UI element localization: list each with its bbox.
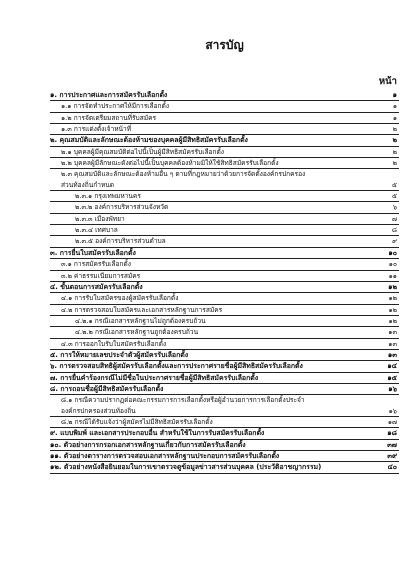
toc-entry-page: ๑๒ (388, 282, 397, 291)
toc-entry-page: ๒ (392, 159, 397, 168)
toc-entry-title: ๘. การถอนชื่อผู้มีสิทธิสมัครรับเลือกตั้ง (50, 384, 164, 393)
toc-entry-title: ๑. การประกาศและการสมัครรับเลือกตั้ง (50, 91, 168, 99)
page-column-header: หน้า (378, 76, 397, 87)
toc-entry-title: ๔.๓ การออกใบรับใบสมัครรับเลือกตั้ง (61, 339, 167, 348)
toc-entry-page: ๑๘ (387, 429, 397, 438)
toc-entry-page: ๑๒ (388, 305, 397, 314)
toc-entry-title: ๓. การยื่นใบสมัครรับเลือกตั้ง (50, 248, 136, 257)
toc-entry-page: ๕ (392, 180, 397, 189)
toc-entry (50, 180, 399, 191)
toc-entry-title: ๒.๑ บุคคลผู้มีคุณสมบัติต่อไปนี้เป็นผู้มีสิทธิสมัครรับเลือกตั้ง (61, 147, 224, 156)
toc-entry-page: ๑ (392, 113, 397, 122)
toc-entry-page: ๑ (392, 91, 397, 99)
toc-entry-page: ๑๖ (388, 406, 397, 415)
toc-entry-title: ๑๒. ตัวอย่างหนังสือยินยอมในการเขาตรวจดูข้อมูลข่าวสารส่วนบุคคล (ประวัติอาชญากรรม) (50, 463, 322, 472)
toc-entry-title: ๓.๑ การสมัครรับเลือกตั้ง (61, 260, 131, 269)
toc-entry-page: ๑ (392, 102, 397, 111)
toc-entry-title: ๙. แบบพิมพ์ และเอกสารประกอบอื่น สำหรับใช้ในการรับสมัครรับเลือกตั้ง (50, 429, 265, 438)
toc-entry (50, 169, 399, 179)
toc-entry (50, 440, 399, 451)
toc-entry-title: ๑๑. ตัวอย่างตารางการตรวจสอบเอกสารหลักฐานประกอบการสมัครรับเลือกตั้ง (50, 452, 280, 460)
toc-entry-page: ๑๐ (388, 248, 397, 257)
toc-entry-page: ๒ (392, 136, 397, 145)
toc-entry-page: ๑๐ (388, 260, 397, 269)
toc-entry-page: ๑๓ (387, 350, 397, 359)
toc-entry (50, 406, 399, 417)
toc-entry-page: ๒ (392, 125, 397, 134)
toc-entry (50, 282, 399, 293)
toc-entry (50, 259, 399, 270)
toc-entry-title: ๗. การยื่นคำร้องกรณีไม่มีชื่อในประกาศรายชื่อผู้มีสิทธิสมัครรับเลือกตั้ง (50, 373, 259, 382)
toc-entry-title: ๒. คุณสมบัติและลักษณะต้องห้ามของบุคคลผู้มีสิทธิสมัครรับเลือกตั้ง (50, 136, 248, 145)
toc-entry-title: ๔.๒.๑ กรณีเอกสารหลักฐานไม่ถูกต้องครบถ้วน (75, 316, 206, 325)
toc-entry-page: ๙ (392, 237, 397, 246)
toc-entry-page: ๑๕ (387, 373, 397, 382)
toc-entry (50, 451, 399, 462)
toc-entry-title: ๔. ขั้นตอนการสมัครรับเลือกตั้ง (50, 282, 143, 291)
toc-entry (50, 428, 399, 439)
toc-entry-page: ๑๔ (387, 362, 397, 371)
toc-entry-title: ๒.๓.๑ กรุงเทพมหานคร (75, 192, 141, 201)
toc-entry-title: ๒.๓ คุณสมบัติและลักษณะต้องห้ามอื่น ๆ ตามที่กฎหมายว่าด้วยการจัดตั้งองค์กรปกครอง (61, 170, 306, 179)
toc-entry-title: ๘.๑ กรณีความปรากฏต่อคณะกรรมการการเลือกตั้งหรือผู้อำนวยการการเลือกตั้งประจำ (61, 396, 305, 405)
toc-entry-title: ๔.๒ การตรวจสอบใบสมัครและเอกสารหลักฐานการสมัคร (61, 305, 223, 314)
toc-entry-title: ๔.๒.๒ กรณีเอกสารหลักฐานถูกต้องครบถ้วน (75, 328, 199, 337)
toc-entry (50, 350, 399, 361)
toc-entry-title: ๑๐. ตัวอย่างการกรอกเอกสารหลักฐานเกี่ยวกับการสมัครรับเลือกตั้ง (50, 440, 246, 449)
toc-entry-title: ๔.๑ การรับใบสมัครของผู้สมัครรับเลือกตั้ง (61, 294, 179, 303)
toc-entry-title: ๒.๓.๒ องค์การบริหารส่วนจังหวัด (75, 203, 169, 212)
toc-entry-title: ๒.๓.๓ เมืองพัทยา (75, 214, 125, 223)
toc-entry (50, 191, 399, 202)
toc-entry (50, 147, 399, 158)
toc-entry-title: ๑.๓ การแต่งตั้งเจ้าหน้าที่ (61, 125, 132, 134)
toc-entry (50, 202, 399, 213)
toc-entry-title: ส่วนท้องถิ่นกำหนด (61, 180, 115, 189)
toc-entry-page: ๓๗ (387, 440, 397, 449)
toc-entry-title: ๑.๒ การจัดเตรียมสถานที่รับสมัคร (61, 113, 157, 122)
toc-entry-title: ๒.๒ บุคคลผู้มีลักษณะดังต่อไปนี้เป็นบุคคลต้องห้ามมิให้ใช้สิทธิสมัครรับเลือกตั้ง (61, 159, 279, 168)
toc-entry (50, 124, 399, 135)
toc-entry (50, 316, 399, 327)
toc-entry-page: ๑๒ (388, 316, 397, 325)
toc-entry-title: ๒.๓.๕ องค์การบริหารส่วนตำบล (75, 237, 166, 246)
toc-entry (50, 225, 399, 236)
toc-entry-page: ๑๒ (388, 294, 397, 303)
toc-entry-page: ๕ (392, 192, 397, 201)
toc-entry-title: ๒.๓.๔ เทศบาล (75, 226, 118, 235)
toc-entry-page: ๑๗ (387, 417, 397, 426)
toc-entry (50, 236, 399, 247)
toc-entry (50, 395, 399, 405)
toc-entry (50, 373, 399, 384)
toc-entry-page: ๓๙ (387, 452, 397, 460)
toc-entry (50, 293, 399, 304)
toc-entry-page: ๑๓ (388, 328, 397, 337)
toc-entry (50, 135, 399, 146)
toc-entry-title: ๕. การให้หมายเลขประจำตัวผู้สมัครรับเลือกตั้ง (50, 350, 189, 359)
toc-entry (50, 113, 399, 124)
toc-entry-title: ๘.๒ กรณีได้รับแจ้งว่าผู้สมัครไม่มีสิทธิสมัครรับเลือกตั้ง (61, 417, 213, 426)
toc-entry-page: ๘ (391, 226, 397, 235)
toc-entry-title: ๑.๑ การจัดทำประกาศให้มีการเลือกตั้ง (61, 102, 170, 111)
toc-entry (50, 339, 399, 350)
toc-entry (50, 101, 399, 112)
toc-entry (50, 158, 399, 169)
toc-entry (50, 248, 399, 259)
toc-entry-page: ๑๓ (388, 339, 397, 348)
toc-title: สารบัญ (205, 38, 244, 52)
toc-entry-title: ๓.๒ ค่าธรรมเนียมการสมัคร (61, 271, 141, 280)
toc-entry (50, 417, 399, 428)
table-of-contents (50, 90, 399, 474)
toc-entry (50, 384, 399, 395)
toc-entry-page: ๒ (392, 147, 397, 156)
toc-entry-page: ๔๐ (387, 463, 397, 472)
toc-entry (50, 327, 399, 338)
toc-entry (50, 271, 399, 282)
toc-entry-page: ๑๑ (388, 271, 397, 280)
toc-entry (50, 214, 399, 225)
toc-entry-page: ๑๖ (388, 384, 397, 393)
toc-entry-title: องค์กรปกครองส่วนท้องถิ่น (61, 406, 136, 415)
toc-entry-page: ๖ (392, 203, 397, 212)
toc-entry (50, 90, 399, 101)
toc-entry-title: ๖. การตรวจสอบสิทธิผู้สมัครรับเลือกตั้งและการประกาศรายชื่อผู้มีสิทธิสมัครรับเลือกตั้ง (50, 362, 303, 371)
toc-entry (50, 462, 399, 473)
toc-entry (50, 361, 399, 372)
toc-entry (50, 305, 399, 316)
toc-entry-page: ๗ (392, 214, 397, 223)
